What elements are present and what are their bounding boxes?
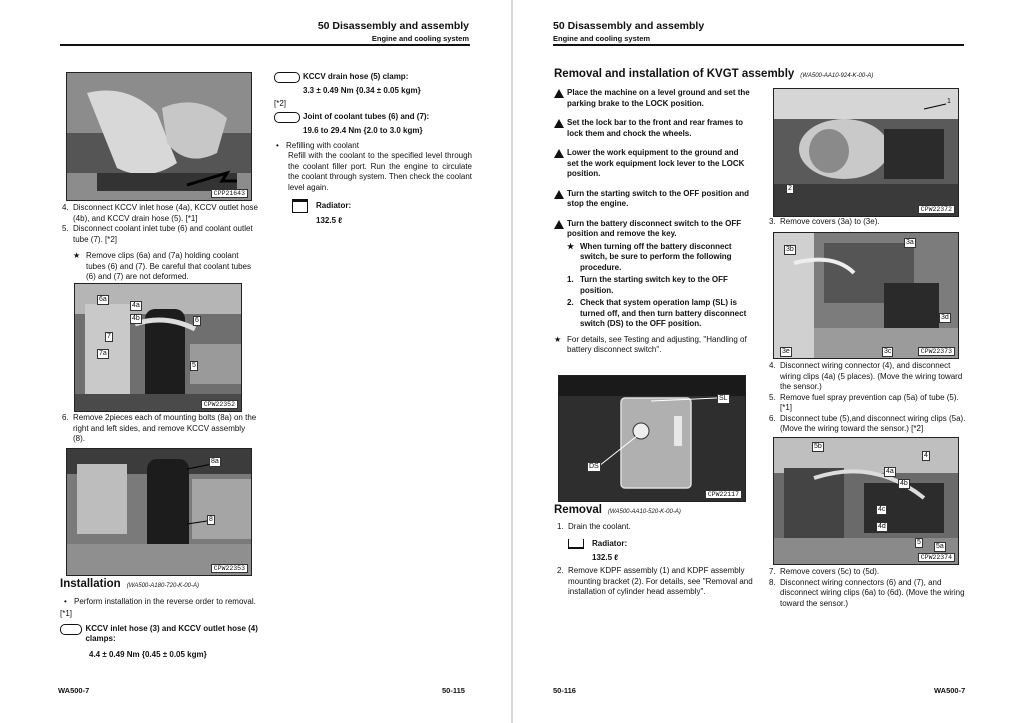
callout-label: 2 bbox=[788, 185, 792, 192]
footer-model: WA500-7 bbox=[58, 686, 90, 695]
right-step3 bbox=[769, 217, 969, 228]
photo-coolant-tubes bbox=[74, 283, 242, 412]
left-header bbox=[318, 20, 469, 43]
callout-label: 3a bbox=[906, 239, 914, 246]
step-item bbox=[62, 224, 258, 245]
callout-label: 3b bbox=[786, 246, 794, 253]
step-text: Remove fuel spray prevention cap (5a) of tube (5). [*1] bbox=[780, 392, 959, 412]
sub-step-text: Turn the starting switch key to the OFF position. bbox=[580, 275, 728, 295]
photo-covers bbox=[773, 232, 959, 359]
torque-title: Joint of coolant tubes (6) and (7): bbox=[303, 112, 430, 121]
ref-mark: [*2] bbox=[274, 98, 287, 108]
sub-step bbox=[554, 275, 750, 296]
step-number: 6. bbox=[62, 413, 69, 422]
step-text: Disconnect wiring connector (4), and disconnect wiring clips (4a) (5 places). (Move the wiring toward the sensor.) bbox=[780, 361, 963, 391]
callout-label: 4b bbox=[132, 315, 140, 322]
step-item bbox=[769, 361, 969, 393]
step-text: Drain the coolant. bbox=[568, 521, 631, 531]
callout-label: 5 bbox=[192, 362, 196, 369]
torque-spec bbox=[60, 624, 260, 645]
torque-title: KCCV inlet hose (3) and KCCV outlet hose (4) clamps: bbox=[85, 623, 258, 643]
warning-icon bbox=[554, 119, 564, 128]
callout-label: DS bbox=[589, 463, 599, 470]
callout-label: 5 bbox=[917, 539, 921, 546]
callout-label: 4c bbox=[878, 506, 886, 513]
step-item bbox=[554, 566, 754, 598]
warning-text: Place the machine on a level ground and set the parking brake to the LOCK position. bbox=[567, 88, 750, 108]
warning-icon bbox=[554, 89, 564, 98]
refill-text: Refill with the coolant to the specified level through the coolant filler port. Run the engine to circulate the coolant through system. Then check the coolant level again. bbox=[288, 151, 472, 192]
callout-label: 7 bbox=[107, 333, 111, 340]
warning-icon bbox=[554, 149, 564, 158]
step-number: 4. bbox=[769, 361, 776, 370]
star-note bbox=[62, 251, 258, 283]
radiator-value: 132.5 ℓ bbox=[316, 216, 343, 225]
callout-label: 6 bbox=[195, 317, 199, 324]
photo-battery-switch bbox=[558, 375, 746, 502]
step-number: 5. bbox=[769, 392, 776, 402]
warning-item bbox=[554, 118, 750, 139]
star-note-text: Remove clips (6a) and (7a) holding coolant tubes (6) and (7). Be careful that coolant tubes (6) and (7) are not deformed. bbox=[86, 251, 251, 281]
figure-caption: CPW22117 bbox=[705, 490, 742, 499]
callout-label: 3d bbox=[941, 314, 949, 321]
step-item bbox=[769, 217, 969, 228]
removal-section bbox=[554, 505, 754, 598]
figure-caption: CPW22374 bbox=[918, 553, 955, 562]
section-code: (WA500-AA10-924-K-00-A) bbox=[800, 73, 874, 79]
callout-label: 4a bbox=[886, 468, 894, 475]
left-header-subtitle: Engine and cooling system bbox=[371, 34, 469, 43]
radiator-icon bbox=[568, 539, 584, 549]
sub-step-number: 2. bbox=[567, 298, 574, 307]
photo-kdpf-assembly bbox=[773, 88, 959, 217]
warnings-column bbox=[554, 88, 750, 356]
right-steps-4-6 bbox=[769, 361, 969, 435]
left-steps-a bbox=[62, 203, 258, 283]
warning-text: Lower the work equipment to the ground and set the work equipment lock lever to the LOCK position. bbox=[567, 148, 745, 178]
step-number: 5. bbox=[62, 224, 69, 233]
step-item bbox=[62, 203, 258, 224]
installation-section bbox=[60, 579, 260, 660]
step-text: Remove KDPF assembly (1) and KDPF assembly mounting bracket (2). For details, see "Removal and installation of cylinder head assembly". bbox=[568, 566, 753, 596]
step-text: Disconnect coolant inlet tube (6) and coolant outlet tube (7). [*2] bbox=[73, 224, 253, 244]
callout-label: 3c bbox=[884, 348, 892, 355]
star-icon: ★ bbox=[554, 334, 562, 344]
step-item bbox=[769, 578, 969, 610]
bullet-icon: • bbox=[64, 596, 67, 606]
step-text: Disconnect wiring connectors (6) and (7), and disconnect wiring clips (6a) to (6d). (Move the wiring toward the sensor.) bbox=[780, 577, 965, 608]
radiator-spec bbox=[554, 539, 754, 550]
callout-label: 4d bbox=[878, 523, 886, 530]
radiator-icon bbox=[292, 199, 308, 213]
section-title: Removal and installation of KVGT assembly bbox=[554, 68, 795, 80]
warning-icon bbox=[554, 190, 564, 199]
section-heading bbox=[554, 69, 964, 82]
right-header bbox=[553, 20, 704, 43]
removal-title: Removal bbox=[554, 504, 602, 516]
warning-icon bbox=[554, 220, 564, 229]
figure-caption: CPW22352 bbox=[201, 400, 238, 409]
torque-value: 4.4 ± 0.49 Nm {0.45 ± 0.05 kgm} bbox=[89, 649, 207, 659]
callout-label: 4 bbox=[924, 452, 928, 459]
radiator-label: Radiator: bbox=[592, 539, 628, 548]
refill-title: Refilling with coolant bbox=[286, 140, 359, 150]
figure-caption: CPW22353 bbox=[211, 564, 248, 573]
step-number: 4. bbox=[62, 203, 69, 212]
wrench-icon bbox=[274, 112, 300, 123]
wrench-icon bbox=[60, 624, 82, 635]
photo-kccv-assembly bbox=[66, 448, 252, 576]
wrench-icon bbox=[274, 72, 300, 83]
figure-caption: CPW22373 bbox=[918, 347, 955, 356]
warning-text: Turn the battery disconnect switch to the OFF position and remove the key. bbox=[567, 218, 742, 238]
figure-caption: CPP21643 bbox=[211, 189, 248, 198]
details-note-text: For details, see Testing and adjusting, "Handling of battery disconnect switch". bbox=[567, 334, 747, 354]
step-text: Remove covers (5c) to (5d). bbox=[780, 567, 880, 576]
torque-title: KCCV drain hose (5) clamp: bbox=[303, 72, 409, 81]
step-text: Remove covers (3a) to (3e). bbox=[780, 217, 880, 226]
step-item bbox=[62, 413, 258, 445]
installation-heading bbox=[60, 579, 260, 592]
callout-label: 3e bbox=[782, 348, 790, 355]
step-text: Remove 2pieces each of mounting bolts (8a) on the right and left sides, and remove KCCV assembly (8). bbox=[73, 413, 257, 443]
warning-item bbox=[554, 88, 750, 109]
right-header-subtitle: Engine and cooling system bbox=[553, 34, 651, 43]
step-number: 8. bbox=[769, 577, 776, 587]
star-icon: ★ bbox=[73, 251, 81, 260]
callout-label: 1 bbox=[947, 98, 951, 105]
callout-label: 4b bbox=[900, 480, 908, 487]
radiator-label: Radiator: bbox=[316, 200, 352, 210]
removal-code: (WA500-AA10-520-K-00-A) bbox=[607, 509, 681, 515]
footer-page-number: 50-116 bbox=[553, 686, 576, 695]
warning-text: Set the lock bar to the front and rear frames to lock them and chock the wheels. bbox=[567, 118, 744, 138]
right-steps-7-8 bbox=[769, 567, 969, 609]
photo-wiring bbox=[773, 437, 959, 565]
torque-value: 19.6 to 29.4 Nm {2.0 to 3.0 kgm} bbox=[303, 126, 423, 135]
callout-label: 5a bbox=[936, 543, 944, 550]
sub-step-text: Check that system operation lamp (SL) is turned off, and then turn battery disconnect switch (DS) to the OFF position. bbox=[580, 298, 747, 328]
radiator-spec bbox=[274, 199, 472, 213]
footer-page-number: 50-115 bbox=[442, 686, 465, 695]
bullet-item bbox=[274, 141, 472, 152]
star-note bbox=[554, 242, 750, 274]
bullet-icon: • bbox=[276, 140, 279, 150]
callout-label: 4a bbox=[132, 302, 140, 309]
torque-spec bbox=[274, 72, 472, 83]
warning-item bbox=[554, 148, 750, 180]
warning-item bbox=[554, 219, 750, 240]
installation-code: (WA500-A180-720-K-00-A) bbox=[126, 583, 199, 589]
sub-step bbox=[554, 298, 750, 330]
step-number: 1. bbox=[557, 521, 564, 531]
step-number: 3. bbox=[769, 217, 776, 226]
step-number: 7. bbox=[769, 567, 776, 576]
right-page bbox=[513, 0, 1024, 723]
left-header-rule bbox=[60, 44, 470, 46]
step-item bbox=[769, 393, 969, 414]
callout-label: 8 bbox=[209, 516, 213, 523]
removal-heading bbox=[554, 505, 754, 518]
figure-caption: CPW22372 bbox=[918, 205, 955, 214]
left-header-title: 50 Disassembly and assembly bbox=[317, 20, 469, 32]
bullet-item bbox=[60, 597, 260, 608]
right-header-rule bbox=[553, 44, 964, 46]
torque-value: 3.3 ± 0.49 Nm {0.34 ± 0.05 kgm} bbox=[303, 86, 421, 95]
warning-item bbox=[554, 189, 750, 210]
step-item bbox=[554, 522, 754, 533]
step-item bbox=[769, 567, 969, 578]
callout-label: SL bbox=[719, 395, 728, 402]
installation-title: Installation bbox=[60, 578, 121, 590]
kvgt-heading bbox=[554, 69, 964, 82]
star-note-text: When turning off the battery disconnect switch, be sure to perform the following procedure. bbox=[580, 241, 732, 272]
details-note bbox=[554, 335, 750, 356]
bullet-text: Perform installation in the reverse order to removal. bbox=[74, 596, 256, 606]
callout-label: 7a bbox=[99, 350, 107, 357]
step-text: Disconnect tube (5),and disconnect wiring clips (5a). (Move the wiring toward the sensor.) [*2] bbox=[780, 413, 966, 433]
step-text: Disconnect KCCV inlet hose (4a), KCCV outlet hose (4b), and KCCV drain hose (5). [*1] bbox=[73, 203, 258, 223]
step-number: 2. bbox=[557, 566, 564, 575]
left-page bbox=[0, 0, 511, 723]
callout-label: 6a bbox=[99, 296, 107, 303]
left-right-column bbox=[274, 72, 472, 227]
footer-model: WA500-7 bbox=[934, 686, 966, 695]
warning-text: Turn the starting switch to the OFF position and stop the engine. bbox=[567, 188, 750, 208]
step-number: 6. bbox=[769, 413, 776, 423]
step-item bbox=[769, 414, 969, 435]
callout-label: 8a bbox=[211, 458, 219, 465]
ref-mark: [*1] bbox=[60, 609, 73, 618]
photo-kccv-hose bbox=[66, 72, 252, 201]
left-steps-b bbox=[62, 413, 258, 445]
radiator-value: 132.5 ℓ bbox=[592, 552, 619, 562]
right-header-title: 50 Disassembly and assembly bbox=[553, 20, 705, 32]
sub-step-number: 1. bbox=[567, 275, 574, 284]
callout-label: 5b bbox=[814, 443, 822, 450]
torque-spec bbox=[274, 112, 472, 123]
star-icon: ★ bbox=[567, 241, 575, 251]
